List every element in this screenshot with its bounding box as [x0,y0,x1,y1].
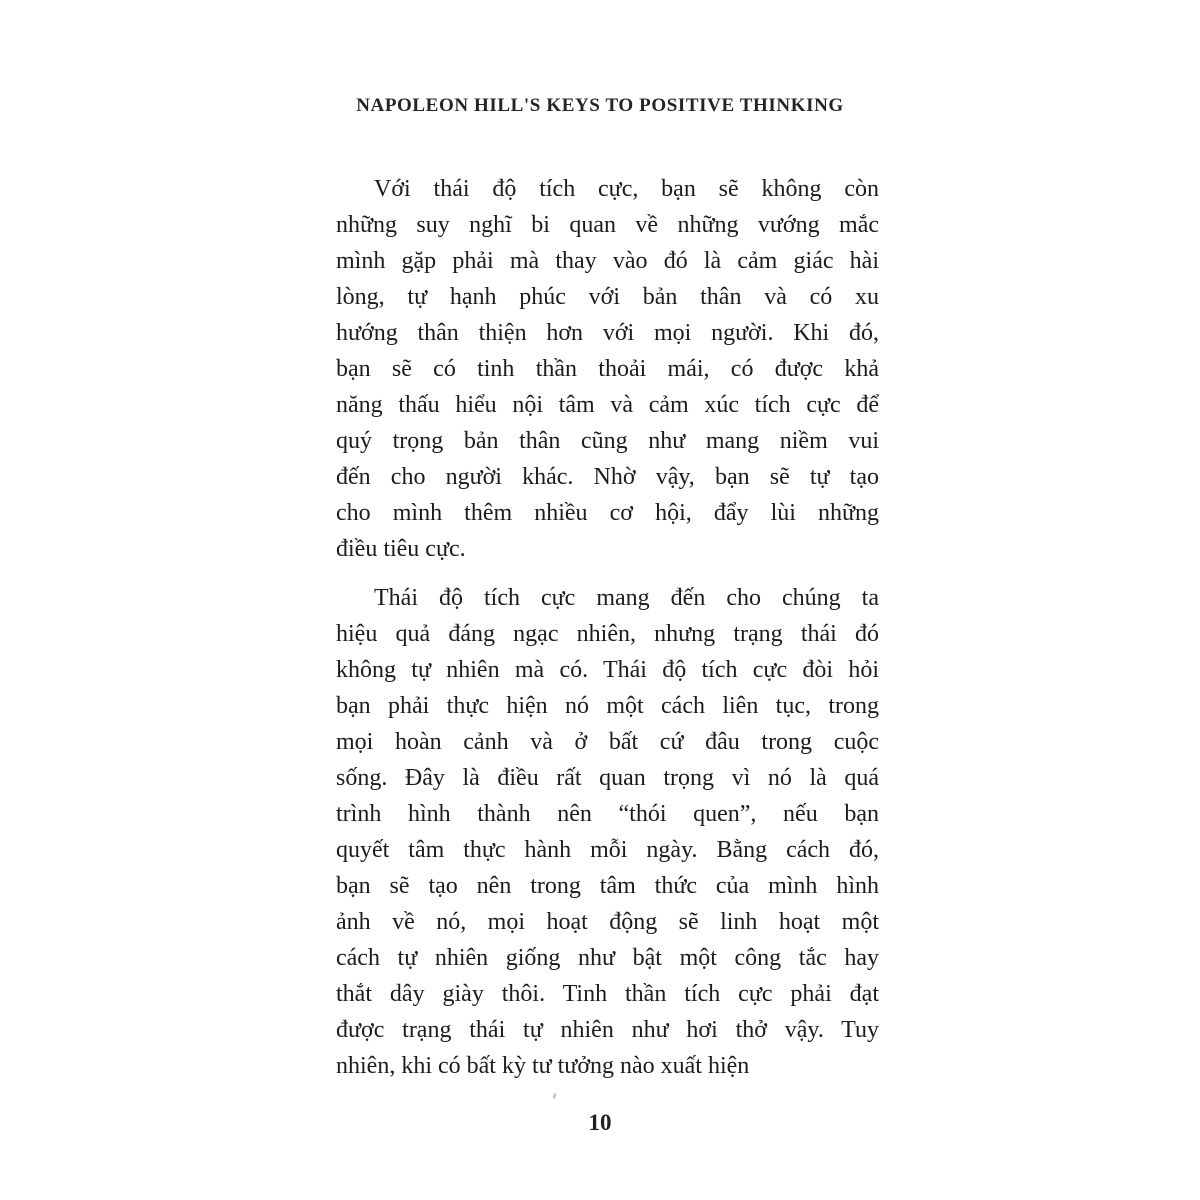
text-line: thắt dây giày thôi. Tinh thần tích cực phải đạt [336,981,879,1007]
text-line: quý trọng bản thân cũng như mang niềm vui [336,428,879,454]
text-line: năng thấu hiểu nội tâm và cảm xúc tích cực để [336,392,879,418]
text-line: lòng, tự hạnh phúc với bản thân và có xu [336,284,879,310]
text-line: điều tiêu cực. [336,536,466,562]
text-line: cách tự nhiên giống như bật một công tắc hay [336,945,879,971]
text-line: ảnh về nó, mọi hoạt động sẽ linh hoạt một [336,909,879,935]
text-line: bạn sẽ tạo nên trong tâm thức của mình hình [336,873,879,899]
text-line: Với thái độ tích cực, bạn sẽ không còn [374,176,879,202]
running-head: NAPOLEON HILL'S KEYS TO POSITIVE THINKING [356,95,844,116]
text-line: hiệu quả đáng ngạc nhiên, nhưng trạng thái đó [336,621,879,647]
text-line: cho mình thêm nhiều cơ hội, đẩy lùi những [336,500,879,526]
text-line: bạn sẽ có tinh thần thoải mái, có được khả [336,356,879,382]
paragraph [336,580,879,1084]
text-line: không tự nhiên mà có. Thái độ tích cực đòi hỏi [336,657,879,683]
text-line: hướng thân thiện hơn với mọi người. Khi đó, [336,320,879,346]
text-line: đến cho người khác. Nhờ vậy, bạn sẽ tự tạo [336,464,879,490]
paragraph [336,171,879,567]
text-line: Thái độ tích cực mang đến cho chúng ta [374,585,879,611]
text-line: bạn phải thực hiện nó một cách liên tục, trong [336,693,879,719]
text-line: sống. Đây là điều rất quan trọng vì nó là quá [336,765,879,791]
body-text [336,171,879,1084]
text-line: nhiên, khi có bất kỳ tư tưởng nào xuất hiện [336,1053,750,1079]
text-line: quyết tâm thực hành mỗi ngày. Bằng cách đó, [336,837,879,863]
text-line: những suy nghĩ bi quan về những vướng mắc [336,212,879,238]
text-line: mọi hoàn cảnh và ở bất cứ đâu trong cuộc [336,729,879,755]
page-number: 10 [588,1110,612,1135]
scan-artifact [552,1093,557,1100]
text-line: trình hình thành nên “thói quen”, nếu bạn [336,801,879,827]
text-line: được trạng thái tự nhiên như hơi thở vậy. Tuy [336,1017,879,1043]
text-line: mình gặp phải mà thay vào đó là cảm giác hài [336,248,879,274]
